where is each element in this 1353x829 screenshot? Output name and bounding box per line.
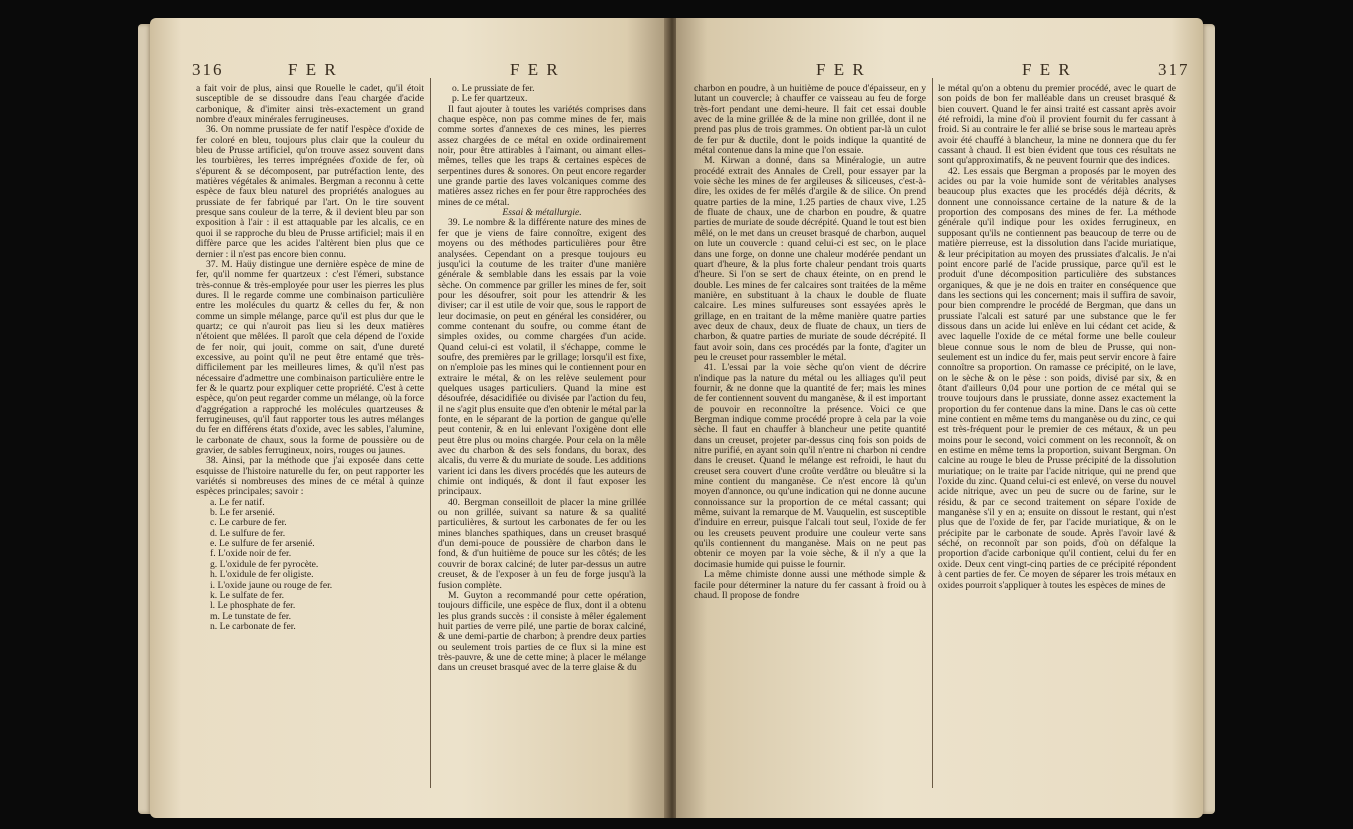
- list-item: b. Le fer arsenié.: [210, 507, 275, 519]
- list-item: f. L'oxide noir de fer.: [210, 548, 292, 560]
- paragraph: charbon en poudre, à un huitième de pouce d'épaisseur, en y lutant un couvercle; à chauffer ce vaisseau au feu de forge très-fort pendant une demi-heure. Il fait cet essai double avec de la mine grillée & de la mine non grillée, dont il ne prend pas plus de trois grammes. On obtient par-là un culot de fer pur & ductile, dont le poids indique la quantité de métal contenue dans la mine que l'on essaie.: [694, 83, 926, 157]
- list-item: a. Le fer natif.: [210, 496, 265, 508]
- list-item: n. Le carbonate de fer.: [210, 620, 296, 632]
- running-head-right-col1: F E R: [816, 60, 866, 79]
- list-item: e. Le sulfure de fer arsenié.: [210, 538, 315, 550]
- section-title: Essai & métallurgie.: [502, 207, 582, 219]
- list-item: h. L'oxidule de fer oligiste.: [210, 569, 314, 581]
- running-head-left-col2: F E R: [510, 60, 560, 79]
- left-page: [150, 18, 668, 818]
- list-item: c. Le carbure de fer.: [210, 517, 287, 529]
- column-rule: [430, 78, 431, 788]
- running-head-right-col2: F E R: [1022, 60, 1072, 79]
- list-item: p. Le fer quartzeux.: [452, 93, 528, 105]
- list-item: g. L'oxidule de fer pyrocète.: [210, 558, 319, 570]
- paragraph: 39. Le nombre & la différente nature des mines de fer que je viens de faire connoître, exigent des moyens ou des méthodes particulières pour être analysées. Cependant on a presque toujours eu jusqu'ici la coutume de les traiter d'une manière générale & semblable dans les essais par la voie sèche. On commence par griller les mines de fer, soit pour les désoufrer, soit pour les attendrir & les diviser; car il est utile de voir que, sous le rapport de leur docimasie, on peut en général les considérer, ou comme contenant du soufre, ou comme étant de simples oxides, ou comme chargées d'un acide. Quand celui-ci est volatil, il s'échappe, comme le soufre, des premières par le grillage; lorsqu'il est fixe, on n'emploie pas les mines qui le contiennent pour en extraire le métal, & on les relève seulement pour quelques usages particuliers. Quand la mine est désoufrée, désacidifiée ou divisée par l'action du feu, il ne s'agit plus ensuite que d'en obtenir le métal par la fonte, en le séparant de la portion de gangue qu'elle peut contenir, & en lui enlevant l'oxigène dont elle peut être plus ou moins chargée. Pour cela on la mêle avec du charbon & des sels fondans, du borax, des alcalis, du verre & du muriate de soude. Les additions varient ici dans les divers procédés que les auteurs de chimie ont indiqués, & dont il faut exposer les principaux.: [438, 217, 646, 498]
- page-edges-right: [1201, 24, 1215, 814]
- paragraph: 36. On nomme prussiate de fer natif l'espèce d'oxide de fer coloré en bleu, toujours plus clair que la couleur du bleu de Prusse artificiel, qu'on trouve assez souvent dans les tourbières, les terres imprégnées d'oxide de fer, où s'épurent & se décomposent, par putréfaction lente, des matières végétales & animales. Bergman a reconnu à cette espèce de faux bleu naturel des propriétés analogues au prussiate de fer fabriqué par l'art. On le tire souvent presque sans couleur de la terre, & il devient bleu par son exposition à l'air : il est attaquable par les alcalis, ce en quoi il se rapproche du bleu de Prusse artificiel; mais il en diffère parce que les acides l'altèrent bien plus que ce dernier : il n'est pas encore bien connu.: [196, 124, 424, 260]
- paragraph: a fait voir de plus, ainsi que Rouelle le cadet, qu'il étoit susceptible de se dissoudre dans l'eau chargée d'acide carbonique, & d'imiter ainsi très-exactement un grand nombre d'eaux minérales ferrugineuses.: [196, 83, 424, 126]
- list-item: o. Le prussiate de fer.: [452, 83, 535, 94]
- paragraph: M. Guyton a recommandé pour cette opération, toujours difficile, une espèce de flux, dont il a obtenu les plus grands succès : il consiste à mêler également huit parties de verre pilé, une partie de borax calciné, & une demi-partie de charbon; à prendre deux parties ou seulement trois parties de ce flux si la mine est très-pauvre, & une de cette mine; à placer le mélange dans un creuset brasqué avec de la terre glaise & du: [438, 589, 646, 674]
- species-list: [196, 498, 424, 632]
- list-item: d. Le sulfure de fer.: [210, 527, 286, 539]
- running-head-left-col1: F E R: [288, 60, 338, 79]
- paragraph: 41. L'essai par la voie sèche qu'on vient de décrire n'indique pas la nature du métal ou les alliages qu'il peut fournir, & ne donne que la quantité de fer; mais les mines de fer contiennent souvent du manganèse, & il est important de pouvoir en reconnoître la présence. Voici ce que Bergman indique comme procédé propre à cela par la voie sèche. Il faut en chauffer à blancheur une petite quantité dans un creuset, projeter par-dessus cinq fois son poids de nitre purifié, en ayant soin qu'il n'entre ni charbon ni cendre dans le creuset. Quand le mélange est refroidi, le haut du creuset sera couvert d'une croûte verdâtre ou bleuâtre si la mine contient du manganèse. Ce n'est encore là qu'un moyen d'annonce, ou qu'une indication qui ne donne aucune connoissance sur la proportion de ce métal cassant; qui même, suivant la remarque de M. Vauquelin, est susceptible d'induire en erreur, puisque l'alcali tout seul, l'oxide de fer ou les creusets peuvent produire une couleur verte sans qu'ils contiennent du manganèse. Mais on ne peut pas obtenir ce moyen par la voie sèche, & il n'y a que la docimasie humide qui puisse le fournir.: [694, 362, 926, 570]
- paragraph: 40. Bergman conseilloit de placer la mine grillée ou non grillée, suivant sa nature & sa qualité particulières, & surtout les carbonates de fer ou les mines blanches spathiques, dans un creuset brasqué d'un demi-pouce de poussière de charbon dans le fond, & d'un huitième de pouce sur les côtés; de les couvrir de borax calciné; de luter par-dessus un autre creuset, & de l'exposer à un feu de forge jusqu'à la fusion complète.: [438, 496, 646, 591]
- right-page-column-1: [694, 84, 926, 601]
- paragraph: 38. Ainsi, par la méthode que j'ai exposée dans cette esquisse de l'histoire naturelle du fer, on peut rapporter les variétés si nombreuses des mines de ce métal à quinze espèces principales; savoir :: [196, 455, 424, 498]
- paragraph: Il faut ajouter à toutes les variétés comprises dans chaque espèce, non pas comme mines de fer, mais comme sortes d'annexes de ces mines, les pierres assez chargées de ce métal en oxide ordinairement noir, pour être attirables à l'aimant, ou aimant elles-mêmes, telles que les traps & certaines espèces de serpentines dures & sonores. On peut encore regarder une grande partie des laves volcaniques comme des matières assez riches en fer pour être rapprochées des mines de ce métal.: [438, 103, 646, 208]
- list-item: l. Le phosphate de fer.: [210, 600, 296, 612]
- right-page-column-2: [938, 84, 1176, 591]
- list-item: i. L'oxide jaune ou rouge de fer.: [210, 579, 333, 591]
- paragraph: 42. Les essais que Bergman a proposés par le moyen des acides ou par la voie humide sont de véritables analyses beaucoup plus exactes que les procédés déjà décrits, & donnent une connoissance certaine de la nature & de la proportion des composans des mines de fer. La méthode générale qu'il indique pour les oxides ferrugineux, en supposant qu'ils ne contiennent pas beaucoup de terre ou de matière pierreuse, est la dissolution dans l'acide muriatique, & leur précipitation au moyen des prussiates d'alcalis. Je n'ai point encore parlé de l'acide prussique, parce qu'il est le produit d'une décomposition particulière des substances organiques, & que je ne dois en traiter en conséquence que dans les sections qui les concernent; mais il suffira de savoir, pour bien comprendre le procédé de Bergman, que dans un prussiate l'alcali est saturé par une substance que le fer dissous dans un acide lui enlève en lui cédant cet acide, & avec laquelle l'oxide de ce métal forme une belle couleur bleue connue sous le nom de bleu de Prusse, qui non-seulement est un indice du fer, mais peut servir encore à faire connoître sa proportion. On ramasse ce précipité, on le lave, on le sèche & on le pèse : son poids, divisé par six, & en ôtant d'ailleurs 0,04 pour une portion de ce métal qui se trouve toujours dans le prussiate, donne assez exactement la proportion du fer contenue dans la mine. Dans le cas où cette mine contient en même tems du manganèse ou du zinc, ce qui est très-fréquent pour le premier de ces métaux, & un peu moins pour le second, voici comment on les reconnoît, & on en estime en même tems la proportion, suivant Bergman. On calcine au rouge le bleu de Prusse précipité de la dissolution muriatique; on le traite par l'acide nitrique, qui ne prend que l'oxide du zinc. Quand celui-ci est enlevé, on verse du nouvel acide nitrique, avec un peu de sucre ou de farine, sur le résidu, & par ce second traitement on sépare l'oxide de manganèse s'il y en a; ensuite on dissout le restant, qui n'est plus que de l'oxide de fer, par l'acide muriatique, & on le précipite par le carbonate de soude. Après l'avoir lavé & séché, on reconnoît par son poids, d'où on défalque la proportion d'acide carbonique qu'il contient, celui du fer en oxide. Deux cent vingt-cinq parties de ce précipité répondent à cent parties de fer. Ce moyen de séparer les trois métaux en oxides pourroit s'appliquer à toutes les espèces de mines de: [938, 165, 1176, 591]
- paragraph: le métal qu'on a obtenu du premier procédé, avec le quart de son poids de bon fer malléable dans un creuset brasqué & bien couvert. Quand le fer ainsi traité est cassant après avoir été refroidi, la mine d'où il provient fournit du fer cassant à froid. Si au contraire le fer allié se brise sous le marteau après avoir été chauffé à blancheur, la mine ne donnera que du fer cassant à chaud. Il est bien évident que tous ces résultats ne sont qu'approximatifs, & ne peuvent fournir que des indices.: [938, 83, 1176, 167]
- left-page-column-1: [196, 84, 424, 632]
- paragraph: La même chimiste donne aussi une méthode simple & facile pour déterminer la nature du fer cassant à froid ou à chaud. Il propose de fondre: [694, 569, 926, 601]
- list-item: k. Le sulfate de fer.: [210, 589, 285, 601]
- right-page: [676, 18, 1203, 818]
- paragraph: 37. M. Haüy distingue une dernière espèce de mine de fer, qu'il nomme fer quartzeux : c'est l'émeri, substance très-connue & très-employée pour user les pierres les plus dures. Il le regarde comme une combinaison particulière entre les molécules du quartz & celles du fer, & non comme un simple mélange, parce qu'il est plus dur que le quartz; ce qui n'auroit pas lieu si les deux matières n'étoient que mêlées. Il paroît que cela dépend de l'oxide de fer noir, qui jouit, comme on sait, d'une dureté excessive, au point qu'il ne peut être entamé que très-difficilement par les meilleures limes, & qu'il n'est pas nécessaire d'admettre une combinaison particulière entre le fer & le quartz pour expliquer cette propriété. C'est à cette espèce, qu'on peut regarder comme un mélange, où la force d'aggrégation a rapproché les molécules quartzeuses & ferrugineuses, qu'il faut rapporter tous les autres mélanges du fer en différens états d'oxide, avec les sables, l'alumine, le carbonate de chaux, sous la forme de poussière ou de gravier, de sables ferrugineux, noirs, rouges ou jaunes.: [196, 258, 424, 457]
- paragraph: M. Kirwan a donné, dans sa Minéralogie, un autre procédé extrait des Annales de Crell, pour essayer par la voie sèche les mines de fer argileuses & siliceuses, c'est-à-dire, les oxides de fer mêlés d'argile & de silice. On prend quatre parties de la mine, 1.25 parties de chaux vive, 1.25 de fluate de chaux, une de charbon en poudre, & quatre parties de muriate de soude décrépité. Quand le tout est bien mêlé, on le met dans un creuset brasqué de charbon, auquel on lute un couvercle : quand celui-ci est sec, on le place dans une forge, on donne une chaleur modérée pendant un quart d'heure, & la plus forte chaleur pendant trois quarts d'heure. Si l'on se sert de chaux éteinte, on en prend le double. Les mines de fer calcaires sont traitées de la même manière, en substituant à la chaux le double de fluate calcaire. Les mines sulfureuses sont essayées après le grillage, en en traitant de la même manière quatre parties avec deux de chaux, deux de fluate de chaux, un tiers de charbon, & quatre parties de muriate de soude décrépité. Il faut avoir soin, dans ces procédés par la fonte, d'agiter un peu le creuset pour rassembler le métal.: [694, 155, 926, 363]
- species-list-continued: [438, 84, 646, 105]
- page-number-left: 316: [192, 60, 224, 79]
- page-number-right: 317: [1158, 60, 1190, 79]
- column-rule: [932, 78, 933, 788]
- list-item: m. Le tunstate de fer.: [210, 610, 291, 622]
- left-page-column-2: [438, 84, 646, 674]
